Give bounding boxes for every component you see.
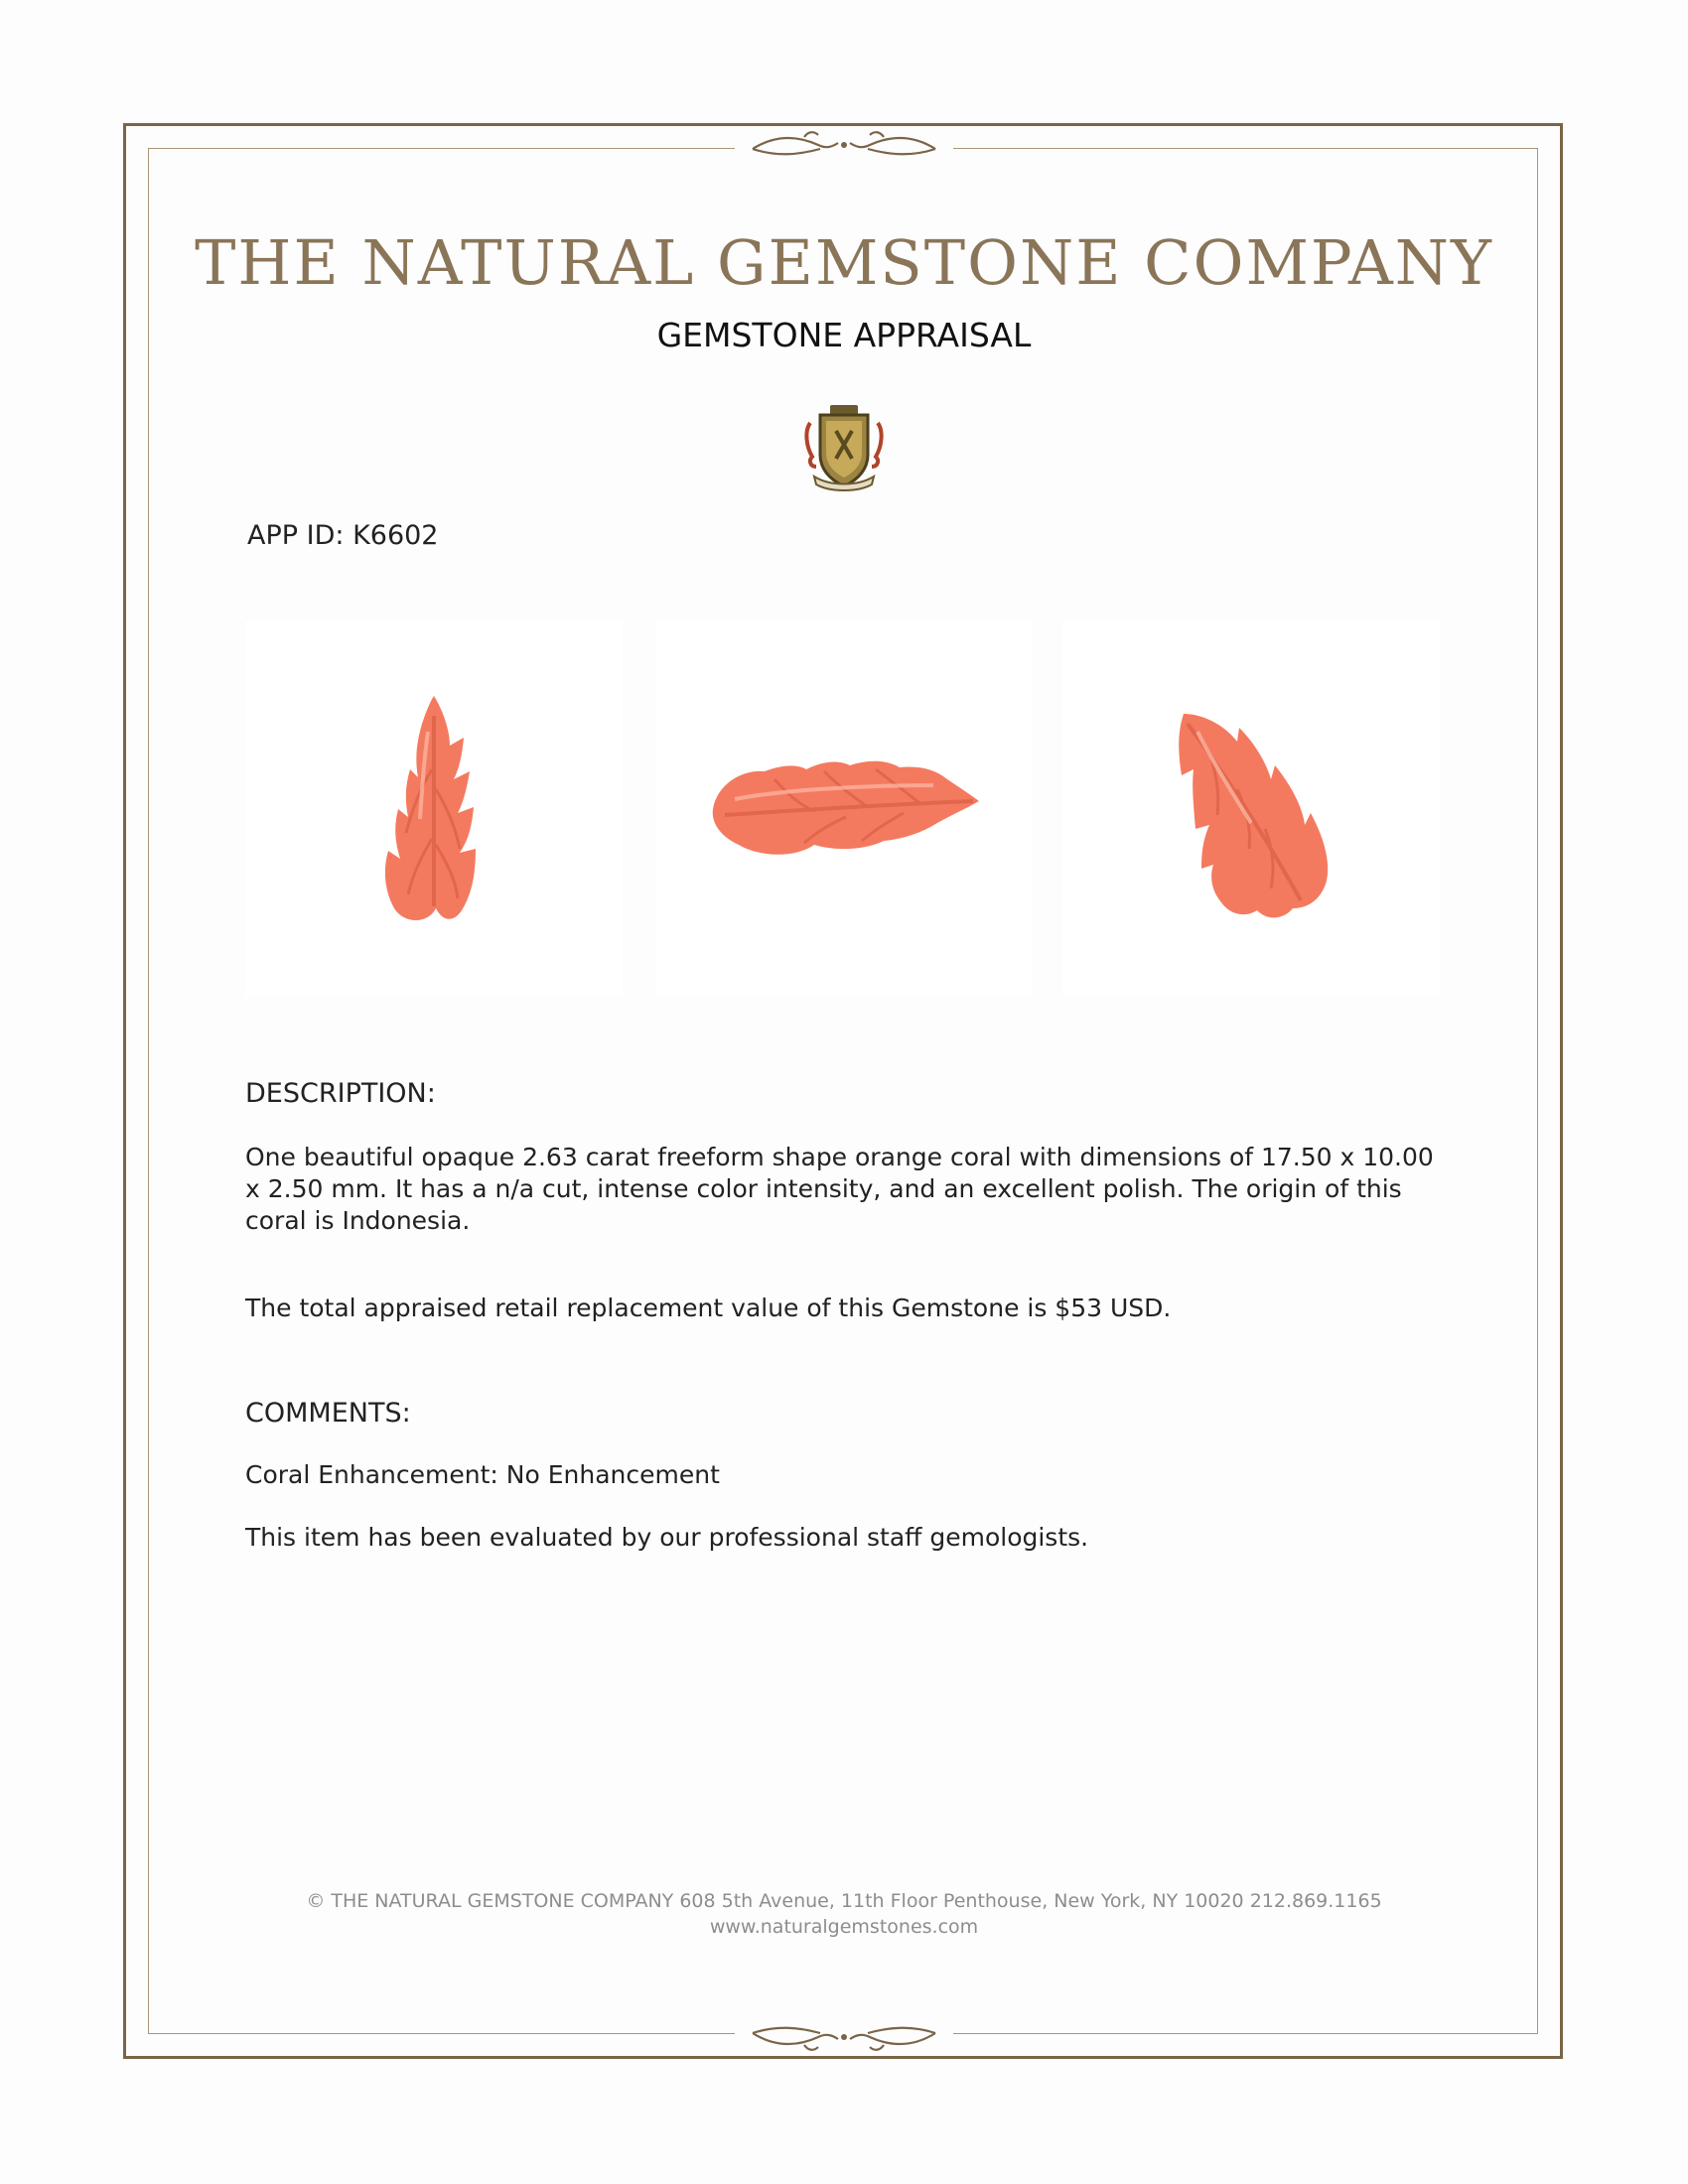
enhancement-comment: Coral Enhancement: No Enhancement [245, 1460, 720, 1489]
top-flourish-ornament [735, 127, 953, 167]
bottom-flourish-ornament [735, 2015, 953, 2055]
comments-heading: COMMENTS: [245, 1398, 411, 1429]
document-title: GEMSTONE APPRAISAL [656, 316, 1032, 354]
evaluation-note: This item has been evaluated by our professional staff gemologists. [245, 1523, 1089, 1552]
gem-photo-angled [1062, 620, 1440, 998]
app-id-label: APP ID: [247, 520, 345, 551]
appraised-value-statement: The total appraised retail replacement value of this Gemstone is $53 USD. [245, 1294, 1172, 1322]
company-crest-logo [800, 401, 888, 496]
description-heading: DESCRIPTION: [245, 1078, 436, 1109]
app-id [247, 520, 438, 551]
footer-website[interactable]: www.naturalgemstones.com [709, 1916, 979, 1938]
company-name: THE NATURAL GEMSTONE COMPANY [195, 226, 1493, 299]
description-text: One beautiful opaque 2.63 carat freeform shape orange coral with dimensions of 17.50 x 10.00 x 2.50 mm. It has a n/a cut, intense color intensity, and an excellent polish. The origin of this coral is Indonesia. [245, 1143, 1434, 1235]
gem-photo-side [655, 620, 1033, 998]
gem-photo-front [245, 620, 623, 998]
footer-address: © THE NATURAL GEMSTONE COMPANY 608 5th Avenue, 11th Floor Penthouse, New York, NY 10020 212.869.1165 [306, 1890, 1382, 1912]
app-id-value: K6602 [352, 520, 439, 551]
